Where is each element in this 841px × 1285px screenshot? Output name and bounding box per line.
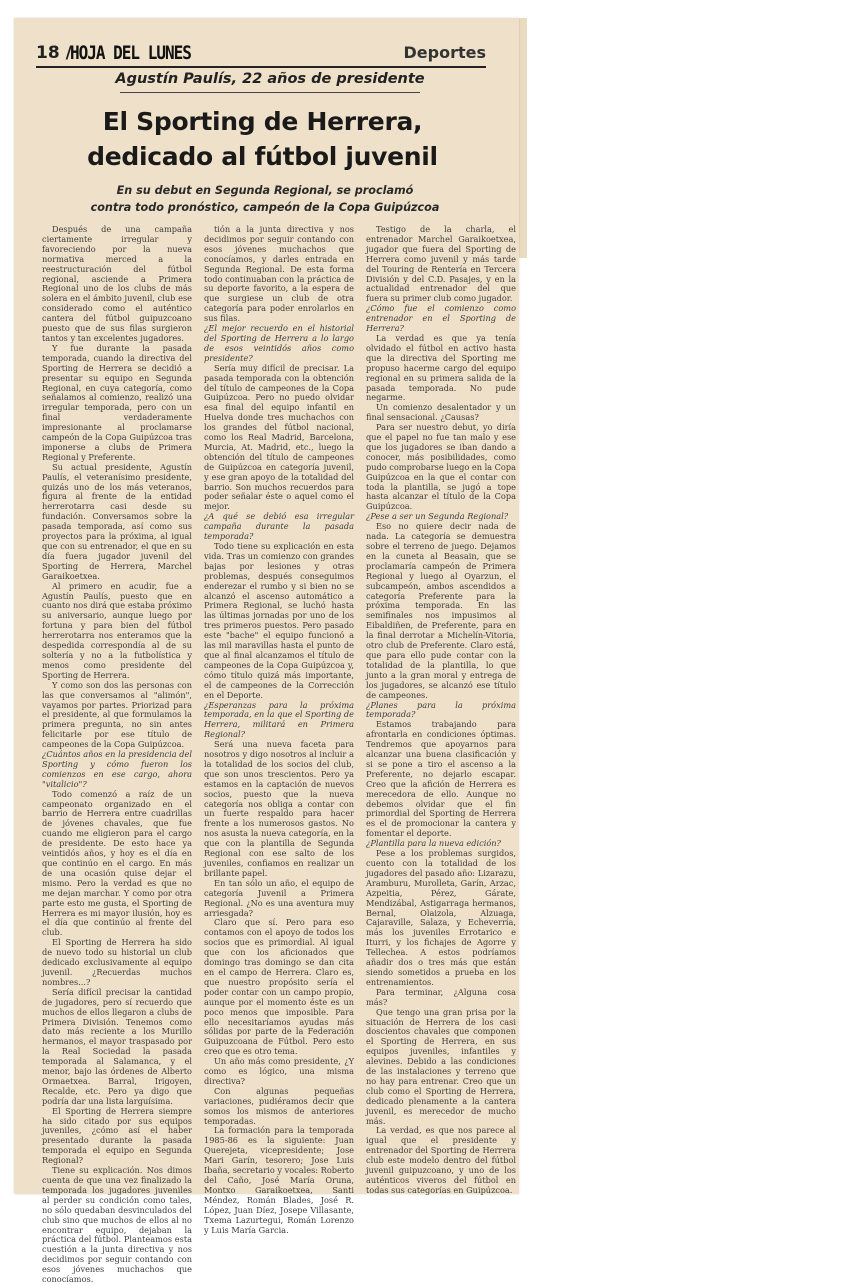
headline bbox=[40, 104, 485, 174]
headline-line-2: dedicado al fútbol juvenil bbox=[87, 142, 438, 171]
article-paragraph: tión a la junta directiva y nos decidimos por seguir contando con esos jóvenes muchachos que conocíamos, y darles entrada en Segunda Regional. De esta forma todo continuaban con la práctica de su deporte favorito, a la espera de que surgiese un club de otra categoría para poder enrolarlos en sus filas. bbox=[204, 224, 354, 324]
article-paragraph: ¿Esperanzas para la próxima temporada, en la que el Sporting de Herrera, militará en Primera Regional? bbox=[204, 699, 354, 740]
article-paragraph: ¿Cómo fue el comienzo como entrenador en el Sporting de Herrera? bbox=[366, 303, 516, 334]
article-paragraph: Sería muy difícil de precisar. La pasada temporada con la obtención del título de campeones de la Copa Guipúzcoa. Pero no puedo olvidar esa final del equipo infantil en Huelva donde tres muchachos con los grandes del fútbol nacional, como los Real Madrid, Barcelona, Murcia, At. Madrid, etc., luego la obtención del título de campeones de Guipúzcoa en categoría juvenil, y ese gran apoyo de la totalidad del barrio. Son muchos recuerdos para poder señalar éste o aquel como el mejor. bbox=[204, 362, 354, 512]
article-paragraph: Pese a los problemas surgidos, cuento con la totalidad de los jugadores del pasado año: Lizarazu, Aramburu, Murolleta, Garín, Arzac, Azpeitia, Pérez, Gárate, Mendizábal, Astigarraga hermanos, Bernal, Olaizola, Alzuaga, Cajaraville, Salaza, y Echeverría, más los juveniles Errotarico e Iturri, y los fichajes de Agorre y Tellechea. A estos podríamos añadir dos o tres más que están siendo sometidos a prueba en los entrenamientos. bbox=[366, 848, 516, 987]
paper-name: HOJA DEL LUNES bbox=[70, 41, 191, 64]
article-paragraph: Todo comenzó a raíz de un campeonato organizado en el barrio de Herrera entre cuadrillas de jóvenes chavales, que fue cuando me eligieron para el cargo de presidente. De esto hace ya veintidós años, y hoy es el día en que continúo en el cargo. En más de una ocasión quise dejar el mismo. Pero la verdad es que no me dejan marchar. Y como por otra parte esto me gusta, el Sporting de Herrera es mi mayor ilusión, hoy es el día que continúo al frente del club. bbox=[42, 788, 192, 938]
article-paragraph: La verdad es que ya tenía olvidado el fútbol en activo hasta que la directiva del Sporting me propuso hacerme cargo del equipo regional en su primera salida de la pasada temporada. No pude negarme. bbox=[366, 332, 516, 403]
article-paragraph: La formación para la temporada 1985-86 es la siguiente: Juan Querejeta, vicepresidente; Jose Mari Garín, tesorero; Jose Luis Ibaña, secretario y vocales: Roberto del Caño, José María Oruna, Montxo Garaikoetxea, Santi Méndez, Román Blades, José R. López, Juan Díez, Josepe Villasante, Txema Lazurtegui, Román Lorenzo y Luis María Garcia. bbox=[204, 1125, 354, 1235]
subhead bbox=[50, 182, 480, 216]
article-paragraph: Todo tiene su explicación en esta vida. Tras un comienzo con grandes bajas por lesiones y otras problemas, después conseguimos enderezar el rumbo y si bien no se alcanzó el ascenso automático a Primera Regional, se luchó hasta las últimas jornadas por uno de los tres primeros puestos. Pero pasado este "bache" el equipo funcionó a las mil maravillas hasta el punto de que al final alcanzamos el título de campeones de la Copa Guipúzcoa y, cómo título quizá más importante, el de campeones de la Corrección en el Deporte. bbox=[204, 541, 354, 700]
article-paragraph: En tan sólo un año, el equipo de categoría Juvenil a Primera Regional. ¿No es una aventura muy arriesgada? bbox=[204, 877, 354, 918]
article-column-1 bbox=[42, 224, 192, 1285]
article-paragraph: Para terminar, ¿Alguna cosa más? bbox=[366, 986, 516, 1007]
article-paragraph: Al primero en acudir, fue a Agustín Paulís, puesto que en cuanto nos dirá que estaba próximo su aniversario, aunque luego por fortuna y para bien del fútbol herrerotarra nos enteramos que la despedida correspondía al de su soltería y no a la futbolística y menos como presidente del Sporting de Herrera. bbox=[42, 580, 192, 680]
article-paragraph: Testigo de la charla, el entrenador Marchel Garaikoetxea, jugador que fuera del Sporting de Herrera como juvenil y más tarde del Touring de Rentería en Tercera División y del C.D. Pasajes, y en la actualidad entrenador del que fuera su primer club como jugador. bbox=[366, 224, 516, 304]
article-paragraph: Su actual presidente, Agustín Paulís, el veteranísimo presidente, quizás uno de los más veteranos, figura al frente de la entidad herrerotarra casi desde su fundación. Conversamos sobre la pasada temporada, así como sus proyectos para la próxima, al igual que con su entrenador, el que en su día fuera jugador juvenil del Sporting de Herrera, Marchel Garaikoetxea. bbox=[42, 461, 192, 581]
article-paragraph: Y como son dos las personas con las que conversamos al "alimón", vayamos por partes. Priorizad para el presidente, al que formulamos la primera pregunta, no sin antes felicitarle por ese título de campeones de la Copa Guipúzcoa. bbox=[42, 679, 192, 750]
article-paragraph: ¿A qué se debió esa irregular campaña durante la pasada temporada? bbox=[204, 511, 354, 542]
article-paragraph: Claro que sí. Pero para eso contamos con el apoyo de todos los socios que es primordial. Al igual que con los aficionados que domingo tras domingo se dan cita en el campo de Herrera. Claro es, que nuestro propósito sería el poder contar con un campo propio, aunque por el momento éste es un poco menos que imposible. Para ello necesitaríamos ayudas más sólidas por parte de la Federación Guipuzcoana de Fútbol. Pero esto creo que es otro tema. bbox=[204, 917, 354, 1057]
article-paragraph: Que tengo una gran prisa por la situación de Herrera de los casi doscientos chavales que componen el Sporting de Herrera, en sus equipos juveniles, infantiles y alevines. Debido a las condiciones de las instalaciones y terreno que no hay para entrenar. Creo que un club como el Sporting de Herrera, dedicado plenamente a la cantera juvenil, es merecedor de mucho más. bbox=[366, 1006, 516, 1126]
masthead-rule bbox=[36, 66, 486, 68]
article-paragraph: Estamos trabajando para afrontarla en condiciones óptimas. Tendremos que apoyarnos para alcanzar una buena clasificación y si se pone a tiro el ascenso a la Preferente, no dejarlo escapar. Creo que la afición de Herrera es merecedora de ello. Aunque no debemos olvidar que el fin primordial del Sporting de Herrera es el de promocionar la cantera y fomentar el deporte. bbox=[366, 719, 516, 839]
article-paragraph: Y fue durante la pasada temporada, cuando la directiva del Sporting de Herrera se decidió a presentar su equipo en Segunda Regional, en cuya categoría, como señalamos al comienzo, realizó una irregular temporada, pero con un final verdaderamente impresionante al proclamarse campeón de la Copa Guipúzcoa tras imponerse a clubs de Primera Regional y Preferente. bbox=[42, 342, 192, 462]
article-paragraph: El Sporting de Herrera siempre ha sido citado por sus equipos juveniles, ¿cómo así el haber presentado durante la pasada temporada el equipo en Segunda Regional? bbox=[42, 1105, 192, 1166]
subhead-line-1: En su debut en Segunda Regional, se proclamó bbox=[116, 184, 414, 197]
article-paragraph: ¿Plantilla para la nueva edición? bbox=[366, 838, 501, 849]
headline-line-1: El Sporting de Herrera, bbox=[102, 107, 423, 136]
article-paragraph: ¿El mejor recuerdo en el historial del Sporting de Herrera a lo largo de esos veintidós años como presidente? bbox=[204, 323, 354, 363]
article-paragraph: Sería difícil precisar la cantidad de jugadores, pero sí recuerdo que muchos de ellos llegaron a clubs de Primera División. Tenemos como dato más reciente a los Murillo hermanos, el mayor traspasado por la Real Sociedad la pasada temporada al Salamanca, y el menor, bajo las órdenes de Alberto Ormaetxea. Barral, Irigoyen, Recalde, etc. Pero ya digo que podría dar una lista larguísima. bbox=[42, 986, 192, 1106]
article-paragraph: El Sporting de Herrera ha sido de nuevo todo su historial un club dedicado exclusivamente al equipo juvenil. ¿Recuerdas muchos nombres...? bbox=[42, 937, 192, 987]
article-paragraph: Será una nueva faceta para nosotros y digo nosotros al incluir a la totalidad de los socios del club, que son unos trescientos. Pero ya estamos en la captación de nuevos socios, puesto que la nueva categoría nos obliga a contar con un fuerte respaldo para hacer frente a los numerosos gastos. No nos asusta la nueva categoría, en la que con la plantilla de Segunda Regional con ese salto de los juveniles, confiamos en realizar un brillante papel. bbox=[204, 739, 354, 878]
article-column-2 bbox=[204, 224, 354, 1235]
article-paragraph: Después de una campaña ciertamente irregular y favoreciendo por la nueva normativa merced a la reestructuración del fútbol regional, asciende a Primera Regional uno de los clubs de más solera en el ámbito juvenil, club ese considerado como el auténtico cantera del fútbol guipuzcoano puesto que de sus filas surgieron tantos y tan excelentes jugadores. bbox=[42, 224, 192, 343]
article-paragraph: Tiene su explicación. Nos dimos cuenta de que una vez finalizado la temporada los jugadores juveniles al perder su condición como tales, no sólo quedaban desvinculados del club sino que muchos de ellos al no encontrar equipo, dejaban la práctica del fútbol. Planteamos esta cuestión a la junta directiva y nos decidimos por seguir contando con esos jóvenes muchachos que conocíamos. bbox=[42, 1165, 192, 1285]
article-paragraph: Eso no quiere decir nada de nada. La categoría se demuestra sobre el terreno de juego. Dejamos en la cuneta al Beasain, que se proclamaría campeón de Primera Regional y luego al Oyarzun, el subcampeón, ambos ascendidos a categoría Preferente para la próxima temporada. En las semifinales nos impusimos al Eibaldiñen, de Preferente, para en la final derrotar a Michelín-Vitoria, otro club de Preferente. Claro está, que para ello pude contar con la totalidad de la plantilla, lo que junto a la gran moral y entrega de los jugadores, se alcanzó ese título de campeones. bbox=[366, 521, 516, 700]
section-label: Deportes bbox=[403, 43, 486, 62]
article-column-3 bbox=[366, 224, 516, 1195]
article-paragraph: Un comienzo desalentador y un final sensacional. ¿Causas? bbox=[366, 402, 516, 423]
kicker-rule bbox=[120, 92, 420, 93]
masthead bbox=[36, 43, 486, 67]
article-paragraph: La verdad, es que nos parece al igual que el presidente y entrenador del Sporting de Herrera club este modelo dentro del fútbol juvenil guipuzcoano, y uno de los auténticos viveros del fútbol en todas sus categorías en Guipúzcoa. bbox=[366, 1125, 516, 1195]
article-paragraph: Un año más como presidente, ¿Y como es lógico, una misma directiva? bbox=[204, 1056, 354, 1086]
article-paragraph: ¿Cuántos años en la presidencia del Sporting y cómo fueron los comienzos en ese cargo, ahora "vitalicio"? bbox=[42, 749, 192, 789]
article-paragraph: Para ser nuestro debut, yo diría que el papel no fue tan malo y ese que los jugadores se iban dando a conocer, más posibilidades, como pudo comprobarse luego en la Copa Guipúzcoa en la que el contar con toda la plantilla, se jugó a tope hasta alcanzar el título de la Copa Guipúzcoa. bbox=[366, 422, 516, 512]
kicker: Agustín Paulís, 22 años de presidente bbox=[115, 71, 425, 87]
page-number: 18 / bbox=[36, 43, 72, 63]
article-paragraph: ¿Pese a ser un Segunda Regional? bbox=[366, 511, 509, 522]
article-paragraph: ¿Planes para la próxima temporada? bbox=[366, 699, 516, 720]
subhead-line-2: contra todo pronóstico, campeón de la Copa Guipúzcoa bbox=[90, 201, 440, 214]
article-paragraph: Con algunas pequeñas variaciones, pudiéramos decir que somos los mismos de anteriores temporadas. bbox=[204, 1085, 354, 1126]
